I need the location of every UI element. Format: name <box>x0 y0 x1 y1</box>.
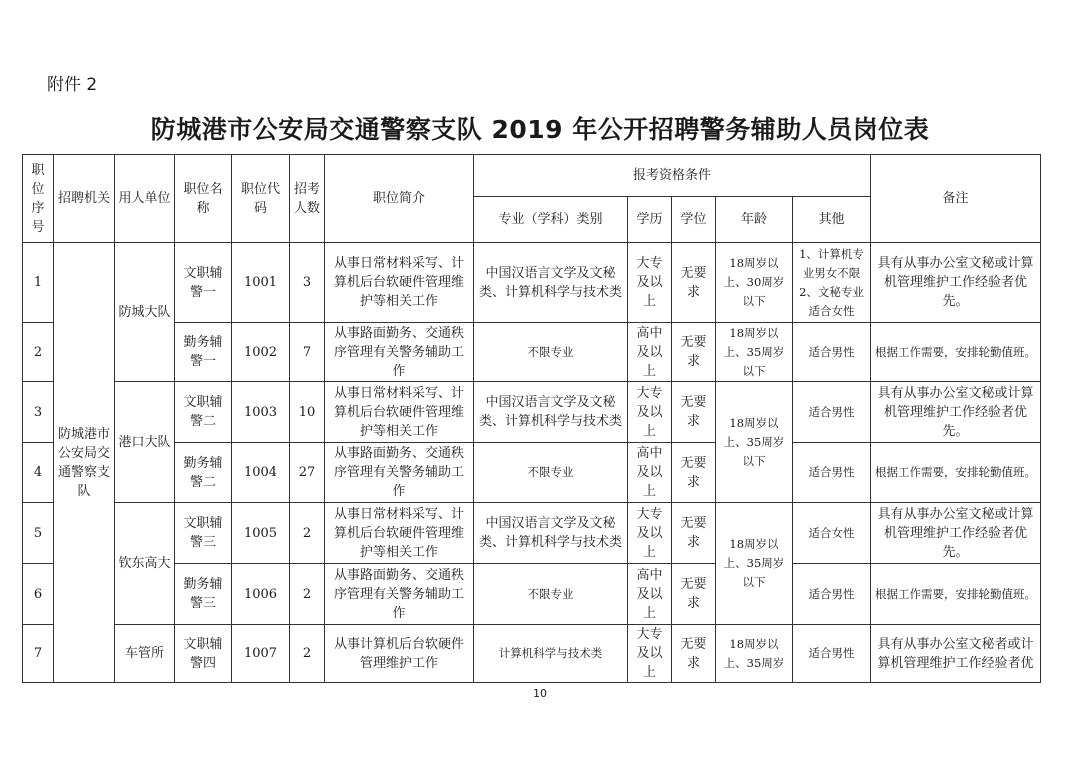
attachment-label: 附件 2 <box>47 75 98 95</box>
document-title: 防城港市公安局交通警察支队 2019 年公开招聘警务辅助人员岗位表 <box>150 115 930 144</box>
row-count: 27 <box>290 443 325 503</box>
row-degree: 无要求 <box>672 323 716 382</box>
row-degree: 无要求 <box>672 625 716 683</box>
row-remark: 具有从事办公室文秘或计算机管理维护工作经验者优先。 <box>871 503 1041 564</box>
row-major: 不限专业 <box>474 564 628 625</box>
page-number: 10 <box>533 687 547 700</box>
row-position-name: 文职辅警三 <box>175 503 232 564</box>
row-seq: 1 <box>23 243 54 323</box>
row-description: 从事路面勤务、交通秩序管理有关警务辅助工作 <box>325 323 474 382</box>
row-education: 大专及以上 <box>628 243 672 323</box>
row-remark: 根据工作需要，安排轮勤值班。 <box>871 443 1041 503</box>
row-count: 10 <box>290 382 325 443</box>
row-remark: 具有从事办公室文秘或计算机管理维护工作经验者优先。 <box>871 243 1041 323</box>
header-major: 专业（学科）类别 <box>474 197 628 243</box>
row-position-name: 文职辅警二 <box>175 382 232 443</box>
row-seq: 2 <box>23 323 54 382</box>
row-major: 计算机科学与技术类 <box>474 625 628 683</box>
header-unit: 用人单位 <box>115 155 175 243</box>
unit-cell: 防城大队 <box>115 243 175 382</box>
row-description: 从事日常材料采写、计算机后台软硬件管理维护等相关工作 <box>325 503 474 564</box>
header-remarks: 备注 <box>871 155 1041 243</box>
row-position-code: 1004 <box>232 443 290 503</box>
header-count: 招考人数 <box>290 155 325 243</box>
row-degree: 无要求 <box>672 503 716 564</box>
positions-table <box>22 154 1041 683</box>
row-count: 3 <box>290 243 325 323</box>
row-position-code: 1002 <box>232 323 290 382</box>
row-education: 高中及以上 <box>628 323 672 382</box>
agency-cell: 防城港市公安局交通警察支队 <box>54 243 115 683</box>
unit-cell: 车管所 <box>115 625 175 683</box>
row-major: 中国汉语言文学及文秘类、计算机科学与技术类 <box>474 382 628 443</box>
header-description: 职位简介 <box>325 155 474 243</box>
header-other: 其他 <box>793 197 871 243</box>
row-remark: 具有从事办公室文秘者或计算机管理维护工作经验者优 <box>871 625 1041 683</box>
row-other: 1、计算机专业男女不限2、文秘专业适合女性 <box>793 243 871 323</box>
row-description: 从事日常材料采写、计算机后台软硬件管理维护等相关工作 <box>325 382 474 443</box>
header-age: 年龄 <box>716 197 793 243</box>
row-major: 不限专业 <box>474 323 628 382</box>
row-major: 中国汉语言文学及文秘类、计算机科学与技术类 <box>474 243 628 323</box>
row-count: 2 <box>290 625 325 683</box>
row-seq: 4 <box>23 443 54 503</box>
row-education: 高中及以上 <box>628 564 672 625</box>
header-education: 学历 <box>628 197 672 243</box>
row-position-name: 勤务辅警三 <box>175 564 232 625</box>
table-row <box>23 564 1041 625</box>
row-age: 18周岁以上、30周岁以下 <box>716 243 793 323</box>
row-remark: 根据工作需要，安排轮勤值班。 <box>871 564 1041 625</box>
row-degree: 无要求 <box>672 382 716 443</box>
row-remark: 具有从事办公室文秘或计算机管理维护工作经验者优先。 <box>871 382 1041 443</box>
row-major: 中国汉语言文学及文秘类、计算机科学与技术类 <box>474 503 628 564</box>
row-other: 适合男性 <box>793 564 871 625</box>
header-qualifications: 报考资格条件 <box>474 155 871 197</box>
row-age: 18周岁以上、35周岁以下 <box>716 382 793 503</box>
unit-cell: 港口大队 <box>115 382 175 503</box>
header-agency: 招聘机关 <box>54 155 115 243</box>
row-other: 适合女性 <box>793 503 871 564</box>
row-other: 适合男性 <box>793 625 871 683</box>
header-position-code: 职位代码 <box>232 155 290 243</box>
table-row <box>23 625 1041 683</box>
row-position-code: 1005 <box>232 503 290 564</box>
row-seq: 5 <box>23 503 54 564</box>
row-age: 18周岁以上、35周岁以下 <box>716 323 793 382</box>
row-major: 不限专业 <box>474 443 628 503</box>
row-degree: 无要求 <box>672 243 716 323</box>
row-education: 大专及以上 <box>628 503 672 564</box>
row-count: 7 <box>290 323 325 382</box>
row-other: 适合男性 <box>793 323 871 382</box>
row-description: 从事日常材料采写、计算机后台软硬件管理维护等相关工作 <box>325 243 474 323</box>
row-remark: 根据工作需要，安排轮勤值班。 <box>871 323 1041 382</box>
row-count: 2 <box>290 503 325 564</box>
row-position-name: 勤务辅警二 <box>175 443 232 503</box>
header-degree: 学位 <box>672 197 716 243</box>
row-education: 大专及以上 <box>628 625 672 683</box>
table-row <box>23 443 1041 503</box>
header-seq: 职位序号 <box>23 155 54 243</box>
row-position-name: 文职辅警四 <box>175 625 232 683</box>
table-row <box>23 382 1041 443</box>
row-position-code: 1003 <box>232 382 290 443</box>
row-age: 18周岁以上、35周岁 <box>716 625 793 683</box>
row-seq: 3 <box>23 382 54 443</box>
row-degree: 无要求 <box>672 443 716 503</box>
row-position-code: 1001 <box>232 243 290 323</box>
table-row <box>23 503 1041 564</box>
row-position-name: 文职辅警一 <box>175 243 232 323</box>
row-position-name: 勤务辅警一 <box>175 323 232 382</box>
row-position-code: 1007 <box>232 625 290 683</box>
row-education: 大专及以上 <box>628 382 672 443</box>
row-count: 2 <box>290 564 325 625</box>
row-degree: 无要求 <box>672 564 716 625</box>
row-age: 18周岁以上、35周岁以下 <box>716 503 793 625</box>
row-description: 从事路面勤务、交通秩序管理有关警务辅助工作 <box>325 564 474 625</box>
unit-cell: 钦东高大 <box>115 503 175 625</box>
table-row <box>23 243 1041 323</box>
row-seq: 7 <box>23 625 54 683</box>
row-seq: 6 <box>23 564 54 625</box>
table-row <box>23 323 1041 382</box>
row-other: 适合男性 <box>793 443 871 503</box>
header-position-name: 职位名称 <box>175 155 232 243</box>
row-description: 从事计算机后台软硬件管理维护工作 <box>325 625 474 683</box>
row-other: 适合男性 <box>793 382 871 443</box>
row-education: 高中及以上 <box>628 443 672 503</box>
row-position-code: 1006 <box>232 564 290 625</box>
row-description: 从事路面勤务、交通秩序管理有关警务辅助工作 <box>325 443 474 503</box>
